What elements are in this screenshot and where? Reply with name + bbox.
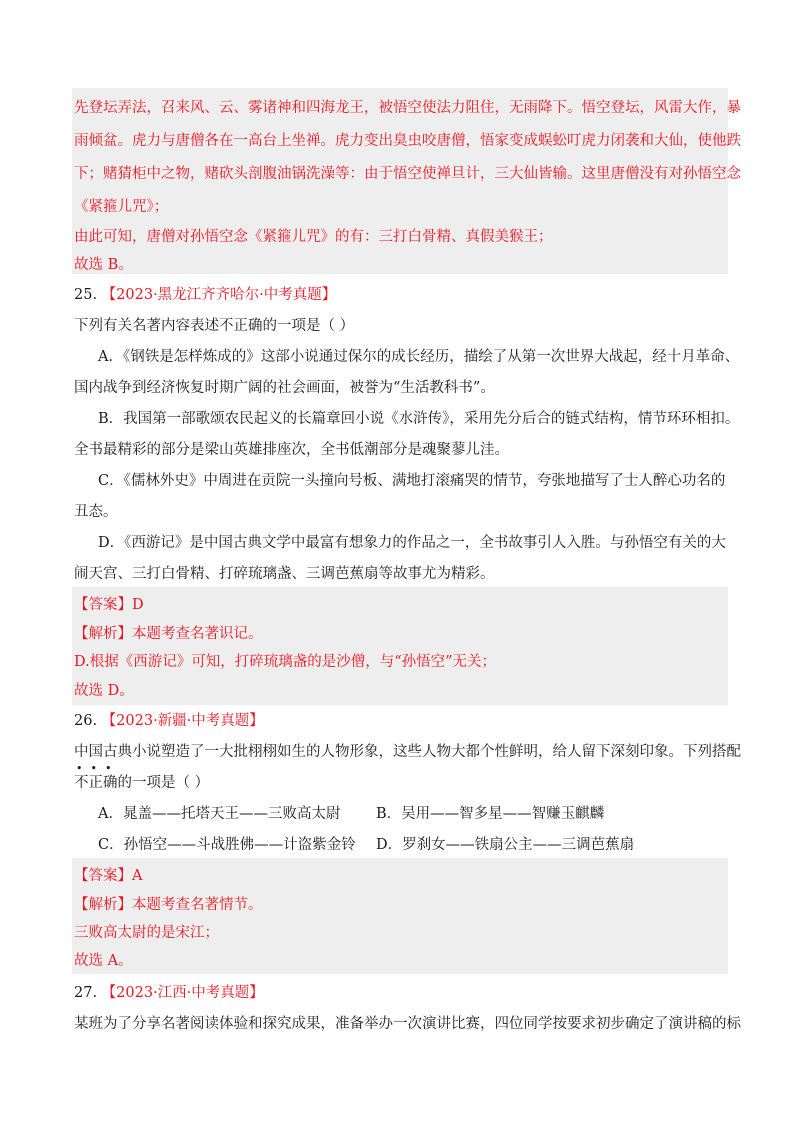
- option-d-cont: 闹天宫、三打白骨精、打碎琉璃盏、三调芭蕉扇等故事尤为精彩。: [74, 566, 495, 582]
- option-b: B．我国第一部歌颂农民起义的长篇章回小说《水浒传》，采用先分后合的链式结构，情节环环相扣。: [98, 411, 740, 427]
- option-b-cont: 全书最精彩的部分是梁山英雄排座次，全书低潮部分是魂聚蓼儿洼。: [74, 442, 509, 458]
- option-b: B．吴用——智多星——智赚玉麒麟: [376, 806, 605, 822]
- question-25-header: [74, 285, 336, 305]
- analysis-text: 本题考查名著识记。: [132, 626, 263, 642]
- question-27-stem: 某班为了分享名著阅读体验和探究成果，准备举办一次演讲比赛，四位同学按要求初步确定了演讲稿的标: [74, 1016, 741, 1032]
- option-a: A．《钢铁是怎样炼成的》这部小说通过保尔的成长经历，描绘了从第一次世界大战起，经十月革命、: [98, 349, 740, 365]
- question-26-stem: 中国古典小说塑造了一大批栩栩如生的人物形象，这些人物大都个性鲜明，给人留下深刻印象。下列搭配: [74, 744, 741, 760]
- answer-label: 【答案】: [74, 868, 132, 884]
- option-d: D．《西游记》是中国古典文学中最富有想象力的作品之一，全书故事引人入胜。与孙悟空有关的大: [98, 535, 726, 551]
- question-number: 27.: [74, 985, 98, 1001]
- q25-analysis-line: 故选 D。: [74, 683, 134, 699]
- answer-label: 【答案】: [74, 597, 132, 613]
- emphasis-dots: •••: [76, 762, 120, 775]
- option-a-cont: 国内战争到经济恢复时期广阔的社会画面，被誉为“生活教科书”。: [74, 380, 495, 396]
- q25-answer-block: [72, 587, 728, 705]
- q25-analysis-line: D.根据《西游记》可知，打碎琉璃盏的是沙僧，与“孙悟空”无关；: [74, 654, 497, 670]
- option-c: C．孙悟空——斗战胜佛——计盗紫金铃: [98, 837, 356, 853]
- question-26-header: [74, 711, 264, 731]
- prev-analysis-line: 下；赌猜柜中之物，赌砍头剖腹油锅洗澡等：由于悟空使禅旦计，三大仙皆输。这里唐僧没有对孙悟空念: [74, 166, 741, 182]
- q25-answer: [74, 595, 144, 615]
- analysis-label: 【解析】: [74, 897, 132, 913]
- q26-analysis-line: 三败高太尉的是宋江；: [74, 925, 219, 941]
- option-c: C．《儒林外史》中周进在贡院一头撞向号板、满地打滚痛哭的情节，夸张地描写了士人醉心功名的: [98, 473, 726, 489]
- q26-answer: [74, 866, 142, 886]
- prev-analysis-line: 先登坛弄法，召来风、云、雾诸神和四海龙王，被悟空使法力阻住，无雨降下。悟空登坛，风雷大作，暴: [74, 100, 741, 116]
- q26-answer-block: [72, 858, 728, 974]
- analysis-label: 【解析】: [74, 626, 132, 642]
- question-source-tag: 【2023·黑龙江齐齐哈尔·中考真题】: [101, 287, 337, 303]
- question-27-header: [74, 983, 264, 1003]
- prev-analysis-line: 由此可知，唐僧对孙悟空念《紧箍儿咒》的有：三打白骨精、真假美猴王；: [74, 229, 553, 245]
- answer-value: A: [132, 868, 143, 884]
- question-26-stem-cont: 不正确的一项是（ ）: [74, 775, 210, 791]
- option-d: D．罗刹女——铁扇公主——三调芭蕉扇: [376, 837, 635, 853]
- prev-analysis-line: 故选 B。: [74, 257, 133, 273]
- q26-analysis-line: 故选 A。: [74, 953, 133, 969]
- q26-analysis: [74, 895, 263, 915]
- answer-value: D: [132, 597, 144, 613]
- analysis-text: 本题考查名著情节。: [132, 897, 263, 913]
- question-number: 26.: [74, 713, 98, 729]
- option-c-cont: 丑态。: [74, 504, 118, 520]
- question-25-stem: 下列有关名著内容表述不正确的一项是（ ）: [74, 318, 355, 334]
- question-source-tag: 【2023·江西·中考真题】: [101, 985, 264, 1001]
- question-number: 25.: [74, 287, 98, 303]
- option-a: A．晁盖——托塔天王——三败高太尉: [98, 806, 341, 822]
- prev-analysis-line: 《紧箍儿咒》；: [74, 199, 169, 215]
- q25-analysis: [74, 624, 263, 644]
- prev-analysis-line: 雨倾盆。虎力与唐僧各在一高台上坐禅。虎力变出臭虫咬唐僧，悟家变成蜈蚣叮虎力闭袭和大仙，使他跌: [74, 133, 741, 149]
- question-source-tag: 【2023·新疆·中考真题】: [101, 713, 264, 729]
